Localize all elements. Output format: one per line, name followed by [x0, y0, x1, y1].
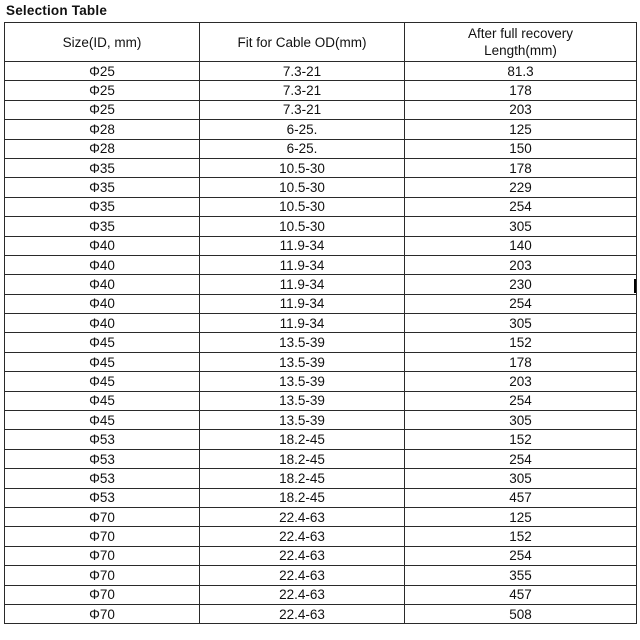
table-row — [5, 527, 637, 546]
cell-recovery-length: 178 — [405, 352, 637, 371]
cell-recovery-length: 254 — [405, 546, 637, 565]
cell-size: Φ35 — [5, 217, 200, 236]
page-title: Selection Table — [6, 3, 108, 18]
table-row — [5, 585, 637, 604]
cell-cable-od: 7.3-21 — [200, 100, 405, 119]
cell-cable-od: 22.4-63 — [200, 527, 405, 546]
cell-recovery-length: 140 — [405, 236, 637, 255]
cell-cable-od: 11.9-34 — [200, 314, 405, 333]
cell-cable-od: 13.5-39 — [200, 352, 405, 371]
table-row — [5, 236, 637, 255]
cell-recovery-length: 457 — [405, 488, 637, 507]
header-size: Size(ID, mm) — [5, 23, 200, 62]
cell-size: Φ35 — [5, 197, 200, 216]
table-row — [5, 178, 637, 197]
cell-cable-od: 22.4-63 — [200, 566, 405, 585]
selection-table — [4, 22, 637, 624]
cell-recovery-length: 178 — [405, 81, 637, 100]
cell-size: Φ35 — [5, 178, 200, 197]
cell-recovery-length: 254 — [405, 197, 637, 216]
cell-recovery-length: 81.3 — [405, 62, 637, 81]
cell-size: Φ70 — [5, 585, 200, 604]
cell-cable-od: 11.9-34 — [200, 255, 405, 274]
cell-size: Φ70 — [5, 546, 200, 565]
cell-cable-od: 18.2-45 — [200, 449, 405, 468]
table-row — [5, 372, 637, 391]
cell-recovery-length: 203 — [405, 255, 637, 274]
table-row — [5, 411, 637, 430]
cell-recovery-length: 230 — [405, 275, 637, 294]
table-header-row — [5, 23, 637, 62]
cell-recovery-length: 457 — [405, 585, 637, 604]
cell-size: Φ45 — [5, 352, 200, 371]
cell-recovery-length: 254 — [405, 294, 637, 313]
cell-recovery-length: 254 — [405, 391, 637, 410]
cell-size: Φ25 — [5, 62, 200, 81]
table-row — [5, 120, 637, 139]
table-row — [5, 469, 637, 488]
cell-size: Φ70 — [5, 604, 200, 623]
cell-size: Φ40 — [5, 314, 200, 333]
cell-recovery-length: 305 — [405, 411, 637, 430]
cell-recovery-length: 355 — [405, 566, 637, 585]
table-row — [5, 352, 637, 371]
table-row — [5, 430, 637, 449]
cell-recovery-length: 305 — [405, 314, 637, 333]
cell-size: Φ53 — [5, 488, 200, 507]
cell-cable-od: 7.3-21 — [200, 62, 405, 81]
cell-size: Φ45 — [5, 411, 200, 430]
cell-size: Φ40 — [5, 255, 200, 274]
table-row — [5, 158, 637, 177]
edge-mark — [634, 279, 636, 293]
cell-cable-od: 13.5-39 — [200, 411, 405, 430]
cell-cable-od: 18.2-45 — [200, 469, 405, 488]
table-row — [5, 139, 637, 158]
cell-cable-od: 18.2-45 — [200, 430, 405, 449]
table-row — [5, 604, 637, 623]
cell-size: Φ35 — [5, 158, 200, 177]
cell-cable-od: 10.5-30 — [200, 217, 405, 236]
cell-recovery-length: 152 — [405, 430, 637, 449]
table-row — [5, 391, 637, 410]
table-row — [5, 100, 637, 119]
cell-cable-od: 13.5-39 — [200, 391, 405, 410]
cell-cable-od: 11.9-34 — [200, 236, 405, 255]
cell-recovery-length: 152 — [405, 527, 637, 546]
cell-cable-od: 13.5-39 — [200, 333, 405, 352]
cell-cable-od: 6-25. — [200, 139, 405, 158]
cell-recovery-length: 203 — [405, 100, 637, 119]
table-row — [5, 488, 637, 507]
cell-recovery-length: 305 — [405, 469, 637, 488]
cell-size: Φ28 — [5, 139, 200, 158]
table-row — [5, 62, 637, 81]
cell-size: Φ25 — [5, 100, 200, 119]
cell-cable-od: 7.3-21 — [200, 81, 405, 100]
cell-recovery-length: 305 — [405, 217, 637, 236]
cell-size: Φ45 — [5, 391, 200, 410]
cell-cable-od: 22.4-63 — [200, 507, 405, 526]
cell-recovery-length: 254 — [405, 449, 637, 468]
cell-size: Φ28 — [5, 120, 200, 139]
cell-cable-od: 10.5-30 — [200, 158, 405, 177]
cell-size: Φ40 — [5, 236, 200, 255]
table-row — [5, 314, 637, 333]
table-row — [5, 449, 637, 468]
cell-recovery-length: 125 — [405, 507, 637, 526]
cell-cable-od: 10.5-30 — [200, 197, 405, 216]
cell-size: Φ53 — [5, 449, 200, 468]
cell-recovery-length: 125 — [405, 120, 637, 139]
header-recovery-length: After full recovery Length(mm) — [405, 23, 637, 62]
table-row — [5, 81, 637, 100]
cell-size: Φ70 — [5, 527, 200, 546]
cell-cable-od: 11.9-34 — [200, 275, 405, 294]
cell-recovery-length: 150 — [405, 139, 637, 158]
cell-recovery-length: 178 — [405, 158, 637, 177]
cell-cable-od: 11.9-34 — [200, 294, 405, 313]
cell-recovery-length: 152 — [405, 333, 637, 352]
cell-size: Φ53 — [5, 430, 200, 449]
header-cable-od: Fit for Cable OD(mm) — [200, 23, 405, 62]
table-row — [5, 546, 637, 565]
cell-cable-od: 10.5-30 — [200, 178, 405, 197]
table-row — [5, 333, 637, 352]
cell-size: Φ40 — [5, 294, 200, 313]
cell-size: Φ25 — [5, 81, 200, 100]
cell-size: Φ45 — [5, 333, 200, 352]
cell-size: Φ70 — [5, 566, 200, 585]
cell-recovery-length: 508 — [405, 604, 637, 623]
cell-cable-od: 22.4-63 — [200, 546, 405, 565]
cell-cable-od: 22.4-63 — [200, 585, 405, 604]
table-row — [5, 255, 637, 274]
cell-size: Φ53 — [5, 469, 200, 488]
table-row — [5, 217, 637, 236]
cell-size: Φ45 — [5, 372, 200, 391]
table-row — [5, 507, 637, 526]
cell-cable-od: 6-25. — [200, 120, 405, 139]
table-row — [5, 566, 637, 585]
cell-recovery-length: 229 — [405, 178, 637, 197]
cell-size: Φ40 — [5, 275, 200, 294]
table-row — [5, 197, 637, 216]
cell-cable-od: 18.2-45 — [200, 488, 405, 507]
cell-cable-od: 13.5-39 — [200, 372, 405, 391]
cell-cable-od: 22.4-63 — [200, 604, 405, 623]
table-row — [5, 275, 637, 294]
cell-size: Φ70 — [5, 507, 200, 526]
table-row — [5, 294, 637, 313]
cell-recovery-length: 203 — [405, 372, 637, 391]
